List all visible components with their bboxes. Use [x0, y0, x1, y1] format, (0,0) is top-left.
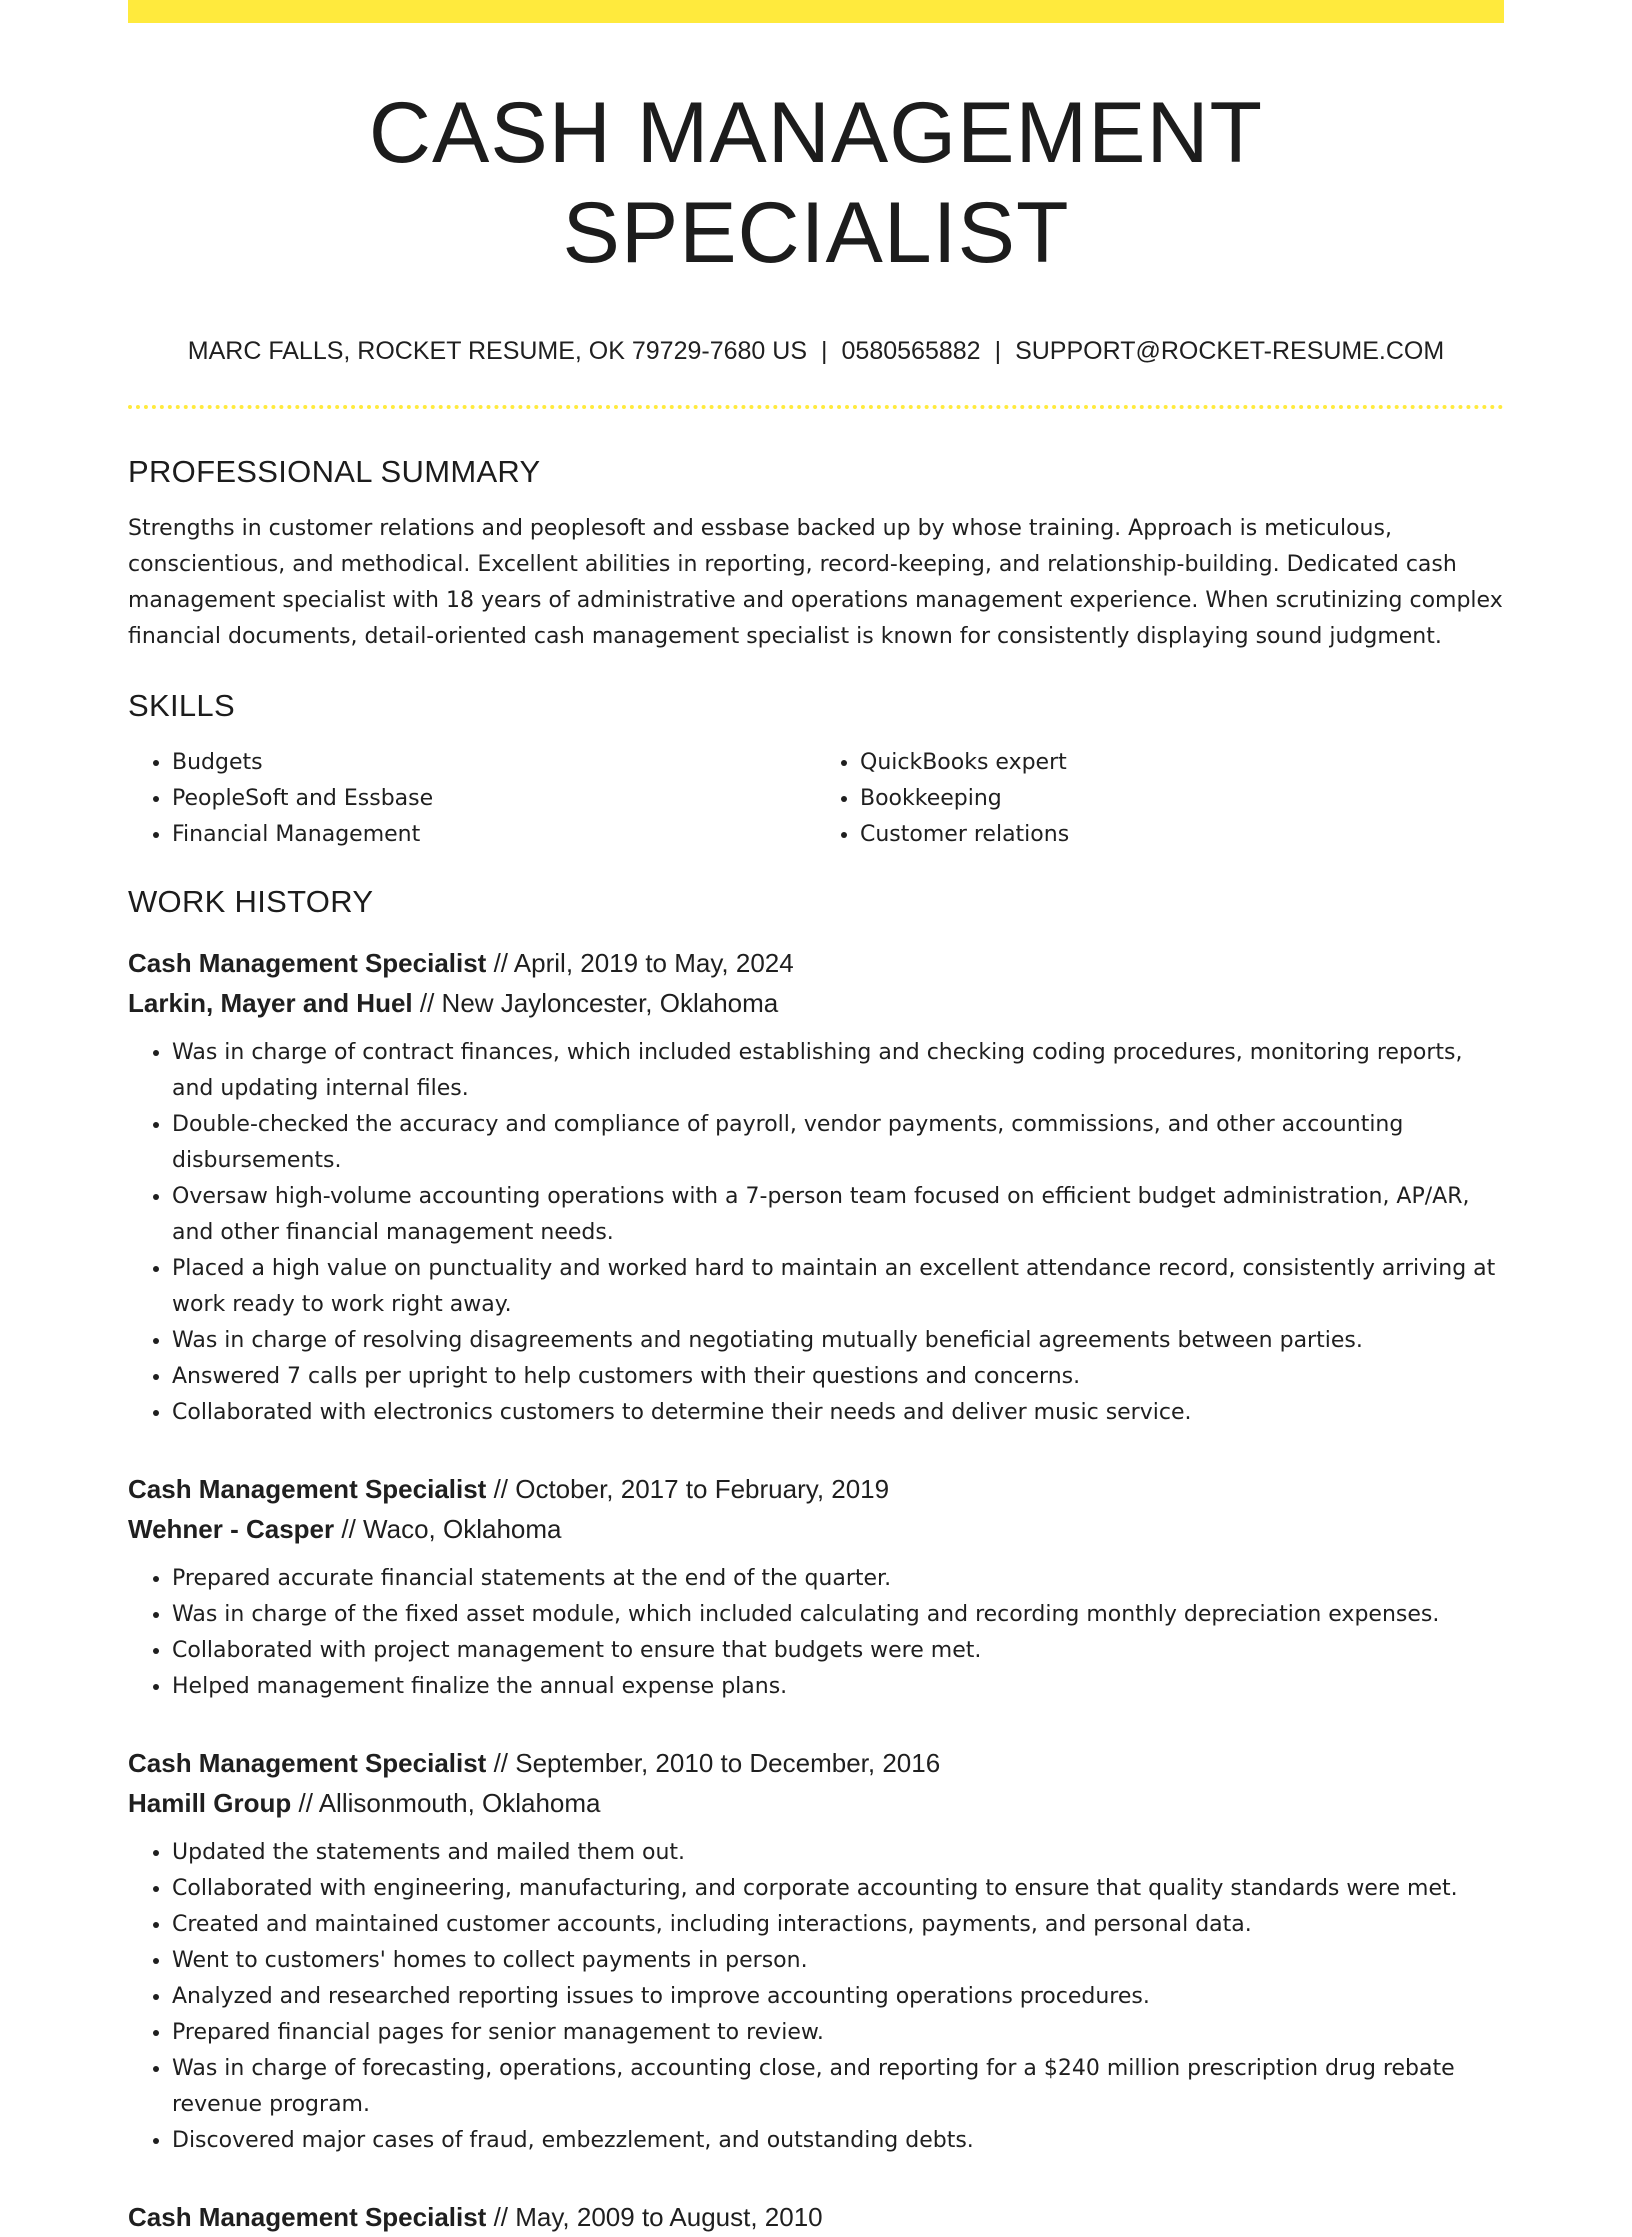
job-company-line — [128, 1783, 1504, 1823]
job-bullet: • Prepared accurate financial statements at the end of the quarter. — [172, 1561, 1504, 1597]
job-bullet: • Answered 7 calls per upright to help customers with their questions and concerns. — [172, 1359, 1504, 1395]
job-bullet: • Helped management finalize the annual expense plans. — [172, 1669, 1504, 1705]
work-history-heading: WORK HISTORY — [128, 884, 374, 919]
job-location: // Allisonmouth, Oklahoma — [291, 1788, 601, 1818]
skill-item: • QuickBooks expert — [860, 745, 1504, 781]
contact-email: SUPPORT@ROCKET-RESUME.COM — [1015, 337, 1445, 365]
job-bullet: • Double-checked the accuracy and compliance of payroll, vendor payments, commissions, and other accounting disbursements. — [172, 1107, 1504, 1179]
job-bullet: • Collaborated with project management to ensure that budgets were met. — [172, 1633, 1504, 1669]
job-company: Hamill Group — [128, 1788, 292, 1818]
job-bullet: • Analyzed and researched reporting issues to improve accounting operations procedures. — [172, 1979, 1504, 2015]
resume-title: CASH MANAGEMENT SPECIALIST — [368, 85, 1264, 281]
job-title-line — [128, 1469, 1504, 1509]
contact-phone: 0580565882 — [841, 337, 981, 365]
job-title: Cash Management Specialist — [128, 1748, 487, 1778]
summary-heading: PROFESSIONAL SUMMARY — [128, 454, 541, 489]
job-bullet: • Oversaw high-volume accounting operations with a 7-person team focused on efficient budget administration, AP/AR, and other financial management needs. — [172, 1179, 1504, 1251]
summary-text: Strengths in customer relations and peoplesoft and essbase backed up by whose training. Approach is meticulous, conscientious, and methodical. Excellent abilities in reporting, record-keeping, and relationship-building. Dedicated cash management specialist with 18 years of administrative and operations management experience. When scrutinizing complex financial documents, detail-oriented cash management specialist is known for consistently displaying sound judgment. — [128, 516, 1503, 649]
job-entry — [128, 1743, 1504, 2159]
job-bullet: • Was in charge of forecasting, operations, accounting close, and reporting for a $240 million prescription drug rebate revenue program. — [172, 2051, 1504, 2123]
job-title-line — [128, 2197, 1504, 2237]
job-bullet: • Was in charge of the fixed asset module, which included calculating and recording monthly depreciation expenses. — [172, 1597, 1504, 1633]
job-bullet: • Updated the statements and mailed them out. — [172, 1835, 1504, 1871]
job-company-line — [128, 983, 1504, 1023]
job-title: Cash Management Specialist — [128, 2202, 487, 2232]
contact-separator: | — [994, 337, 1002, 365]
job-location: // Waco, Oklahoma — [334, 1514, 562, 1544]
job-title-line — [128, 943, 1504, 983]
job-entry — [128, 1469, 1504, 1705]
job-company: Larkin, Mayer and Huel — [128, 988, 413, 1018]
skill-item: • Customer relations — [860, 817, 1504, 853]
job-bullets — [128, 1835, 1504, 2159]
job-location: // New Jayloncester, Oklahoma — [412, 988, 779, 1018]
job-bullet: • Was in charge of contract finances, which included establishing and checking coding procedures, monitoring reports, and updating internal files. — [172, 1035, 1504, 1107]
job-bullets — [128, 1561, 1504, 1705]
job-entry — [128, 943, 1504, 1431]
job-dates: // September, 2010 to December, 2016 — [486, 1748, 941, 1778]
contact-address: MARC FALLS, ROCKET RESUME, OK 79729-7680 US — [187, 337, 808, 365]
job-bullet: • Collaborated with engineering, manufacturing, and corporate accounting to ensure that quality standards were met. — [172, 1871, 1504, 1907]
skill-item: • PeopleSoft and Essbase — [172, 781, 816, 817]
job-dates: // April, 2019 to May, 2024 — [486, 948, 794, 978]
job-bullet: • Created and maintained customer accounts, including interactions, payments, and personal data. — [172, 1907, 1504, 1943]
job-bullet: • Placed a high value on punctuality and worked hard to maintain an excellent attendance record, consistently arriving at work ready to work right away. — [172, 1251, 1504, 1323]
job-bullet: • Collaborated with electronics customers to determine their needs and deliver music service. — [172, 1395, 1504, 1431]
skill-item: • Bookkeeping — [860, 781, 1504, 817]
job-title: Cash Management Specialist — [128, 948, 487, 978]
contact-separator: | — [821, 337, 828, 365]
resume-page — [128, 0, 1504, 2237]
job-dates: // October, 2017 to February, 2019 — [486, 1474, 890, 1504]
job-entry — [128, 2197, 1504, 2237]
skill-item: • Financial Management — [172, 817, 816, 853]
job-dates: // May, 2009 to August, 2010 — [486, 2202, 823, 2232]
skills-heading: SKILLS — [128, 688, 235, 723]
contact-line — [128, 335, 1504, 367]
skills-list — [128, 745, 1504, 853]
job-bullet: • Prepared financial pages for senior management to review. — [172, 2015, 1504, 2051]
job-bullet: • Went to customers' homes to collect payments in person. — [172, 1943, 1504, 1979]
job-company-line — [128, 1509, 1504, 1549]
skills-column-right — [816, 745, 1504, 853]
skills-column-left — [128, 745, 816, 853]
job-bullet: • Was in charge of resolving disagreements and negotiating mutually beneficial agreements between parties. — [172, 1323, 1504, 1359]
job-title-line — [128, 1743, 1504, 1783]
job-company: Wehner - Casper — [128, 1514, 335, 1544]
job-title: Cash Management Specialist — [128, 1474, 487, 1504]
dotted-divider — [128, 405, 1504, 409]
job-bullets — [128, 1035, 1504, 1431]
job-bullet: • Discovered major cases of fraud, embezzlement, and outstanding debts. — [172, 2123, 1504, 2159]
accent-bar — [128, 0, 1504, 23]
skill-item: • Budgets — [172, 745, 816, 781]
